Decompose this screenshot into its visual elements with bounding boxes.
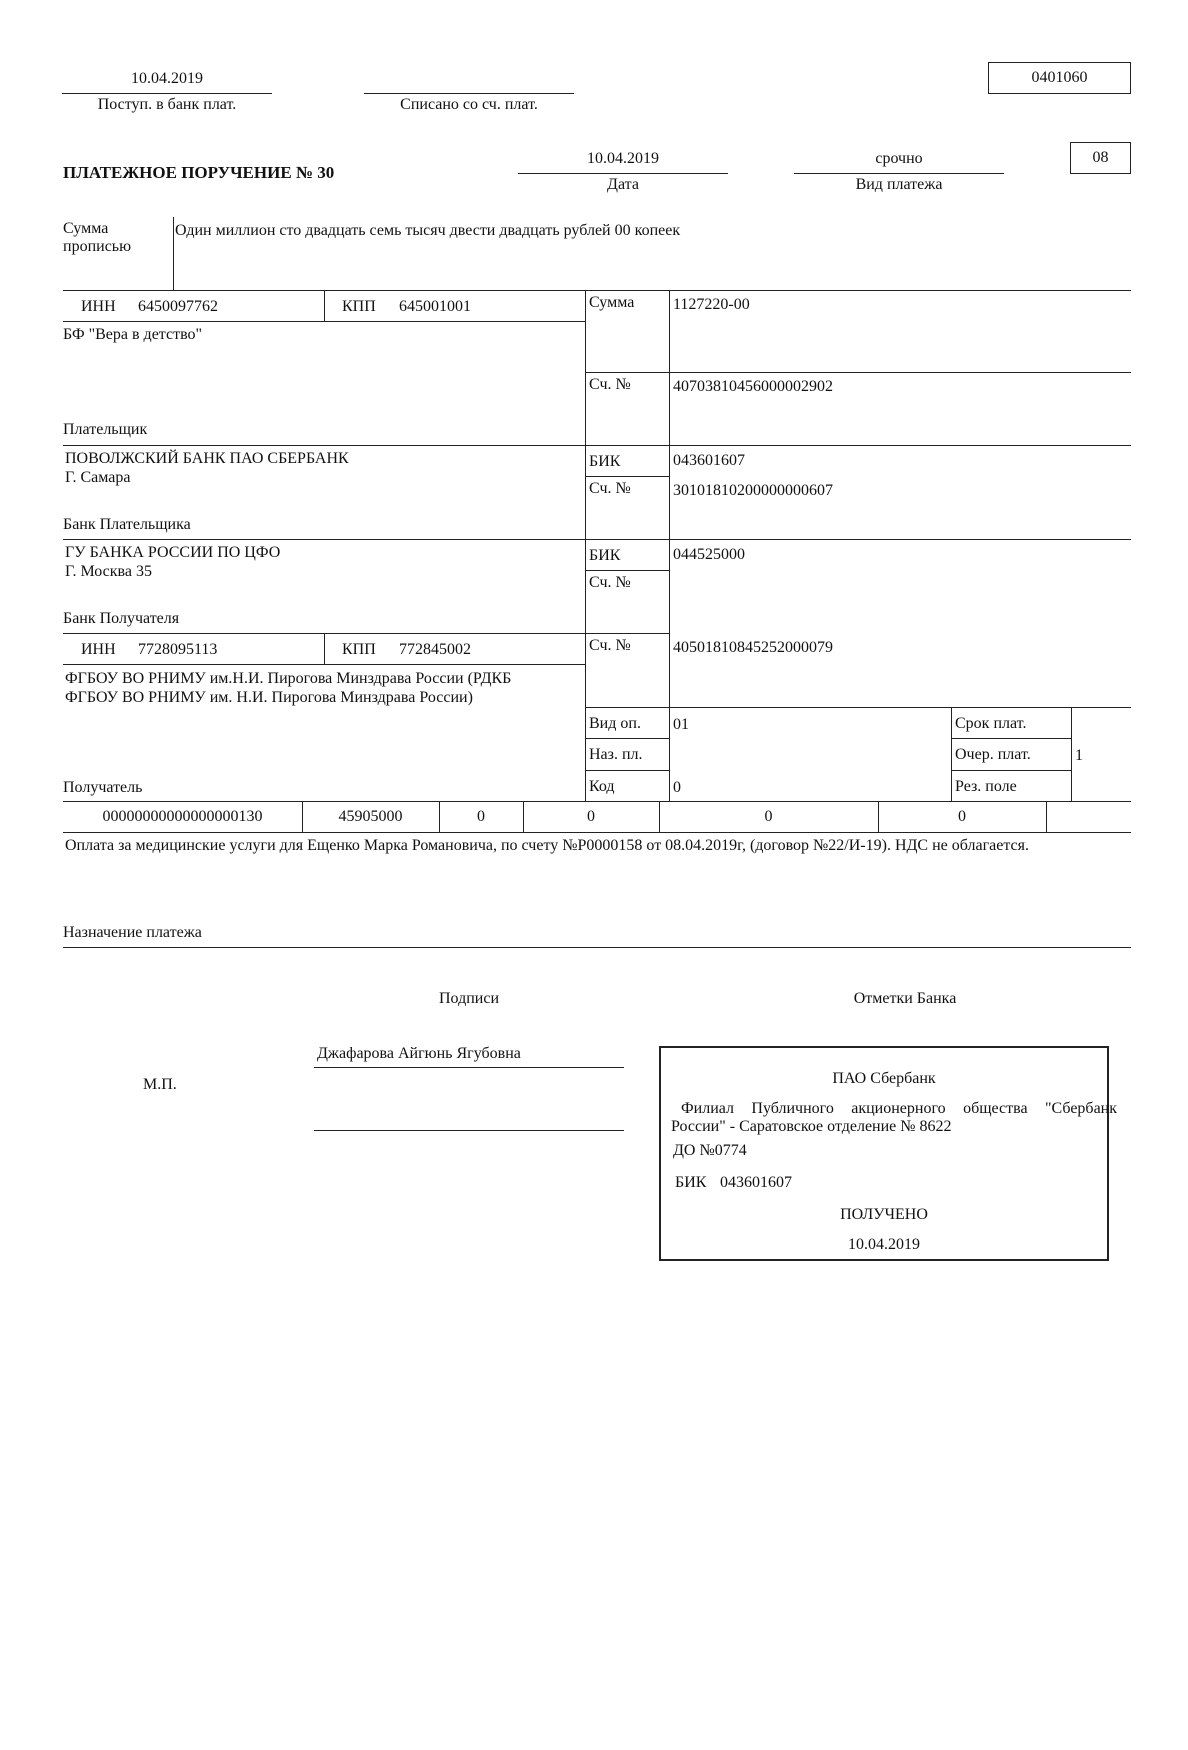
order-date-label: Дата (607, 176, 639, 193)
tax-oktmo: 45905000 (338, 808, 403, 825)
grid-line (63, 290, 1131, 291)
payee-bank-label: Банк Получателя (63, 610, 180, 627)
tax-period: 0 (587, 808, 595, 825)
payer-inn-label: ИНН (81, 298, 116, 315)
order-date: 10.04.2019 (587, 150, 659, 167)
payer-inn: 6450097762 (138, 298, 218, 315)
stamp-bik: 043601607 (720, 1174, 792, 1191)
payer-bank-city: Г. Самара (65, 469, 131, 486)
date-received-value: 10.04.2019 (131, 70, 203, 87)
form-code-box (988, 62, 1131, 94)
payer-kpp: 645001001 (399, 298, 471, 315)
form-code: 0401060 (1031, 69, 1088, 86)
payer-bank-bik-label: БИК (589, 453, 621, 470)
payee-bank-account-label: Сч. № (589, 574, 631, 591)
op-type-value: 01 (673, 716, 689, 733)
divider (173, 217, 174, 290)
grid-line (951, 707, 952, 801)
tax-doc-date: 0 (958, 808, 966, 825)
grid-line (585, 770, 669, 771)
grid-line (63, 832, 1131, 833)
payee-account: 40501810845252000079 (673, 639, 833, 656)
signer-name: Джафарова Айгюнь Ягубовна (317, 1045, 521, 1062)
grid-line (585, 707, 1131, 708)
payee-name-line1: ФГБОУ ВО РНИМУ им.Н.И. Пирогова Минздрава России (РДКБ (65, 670, 512, 687)
divider (364, 93, 574, 94)
payer-bank-bik: 043601607 (673, 452, 745, 469)
divider (518, 173, 728, 174)
payee-bank-name: ГУ БАНКА РОССИИ ПО ЦФО (65, 544, 281, 561)
grid-line (1071, 707, 1072, 801)
status-code: 08 (1092, 149, 1109, 166)
signature-line (314, 1067, 624, 1068)
stamp-bank-name: ПАО Сбербанк (832, 1070, 936, 1087)
stamp-status: ПОЛУЧЕНО (840, 1206, 928, 1223)
grid-line (63, 664, 585, 665)
page-title: ПЛАТЕЖНОЕ ПОРУЧЕНИЕ № 30 (63, 163, 335, 182)
amount-words-label: Сумма прописью (63, 220, 132, 255)
payee-account-label: Сч. № (589, 637, 631, 654)
bank-stamp (659, 1046, 1117, 1261)
reserved-label: Рез. поле (955, 778, 1017, 795)
payee-label: Получатель (63, 779, 143, 796)
grid-line (63, 321, 585, 322)
signatures-label: Подписи (438, 990, 500, 1007)
grid-line (63, 801, 1131, 802)
stamp-date: 10.04.2019 (848, 1236, 920, 1253)
payer-kpp-label: КПП (342, 298, 376, 315)
grid-line (324, 633, 325, 664)
grid-line (951, 738, 1072, 739)
payer-account-label: Сч. № (589, 376, 631, 393)
stamp-bik-label: БИК (675, 1174, 707, 1191)
stamp-office: ДО №0774 (673, 1142, 747, 1159)
purpose-label: Назначение платежа (63, 924, 202, 941)
grid-line (951, 770, 1072, 771)
status-code-box (1070, 142, 1131, 174)
payer-bank-label: Банк Плательщика (63, 516, 191, 533)
grid-line (585, 476, 669, 477)
code-label: Код (589, 778, 615, 795)
divider (794, 173, 1004, 174)
tax-kbk: 00000000000000000130 (102, 808, 263, 825)
payer-bank-account: 30101810200000000607 (673, 482, 833, 499)
signature-line (314, 1130, 624, 1131)
grid-line (585, 290, 586, 801)
payee-inn-label: ИНН (81, 641, 116, 658)
grid-line (669, 290, 670, 801)
stamp-place: М.П. (143, 1076, 177, 1093)
tax-basis: 0 (477, 808, 485, 825)
stamp-branch: Филиал Публичного акционерного общества "Сбербанк России" - Саратовское отделение № 8622 (671, 1100, 1117, 1135)
payment-type-label: Вид платежа (855, 176, 943, 193)
grid-line (585, 570, 669, 571)
grid-line (1046, 801, 1047, 832)
purpose-code-label: Наз. пл. (589, 746, 643, 763)
payee-kpp: 772845002 (399, 641, 471, 658)
grid-line (63, 445, 1131, 446)
payee-bank-bik: 044525000 (673, 546, 745, 563)
code-value: 0 (673, 779, 681, 796)
bank-marks-label: Отметки Банка (853, 990, 957, 1007)
sum-value: 1127220-00 (673, 296, 750, 313)
priority-value: 1 (1075, 747, 1083, 764)
grid-line (585, 633, 669, 634)
payer-bank-name: ПОВОЛЖСКИЙ БАНК ПАО СБЕРБАНК (65, 450, 349, 467)
payer-label: Плательщик (63, 421, 148, 438)
payer-name: БФ "Вера в детство" (63, 326, 203, 343)
divider (62, 93, 272, 94)
amount-words-value: Один миллион сто двадцать семь тысяч двести двадцать рублей 00 копеек (175, 222, 681, 239)
payment-type: срочно (875, 150, 923, 167)
payee-bank-city: Г. Москва 35 (65, 563, 152, 580)
payer-account: 40703810456000002902 (673, 378, 833, 395)
divider (63, 947, 1131, 948)
grid-line (585, 372, 1131, 373)
payee-kpp-label: КПП (342, 641, 376, 658)
date-received-label: Поступ. в банк плат. (97, 96, 237, 113)
debited-label: Списано со сч. плат. (400, 96, 538, 113)
grid-line (585, 738, 669, 739)
purpose-text: Оплата за медицинские услуги для Ещенко Марка Романовича, по счету №Р0000158 от 08.04.2019г, (договор №22/И-19). НДС не облагается. (65, 837, 1029, 854)
priority-label: Очер. плат. (955, 746, 1031, 763)
grid-line (324, 290, 325, 321)
payee-inn: 7728095113 (138, 641, 218, 658)
grid-line (63, 539, 1131, 540)
due-label: Срок плат. (955, 715, 1027, 732)
tax-doc-number: 0 (764, 808, 773, 825)
payer-bank-account-label: Сч. № (589, 480, 631, 497)
op-type-label: Вид оп. (589, 715, 641, 732)
payee-name-line2: ФГБОУ ВО РНИМУ им. Н.И. Пирогова Минздрава России) (65, 689, 473, 706)
sum-label: Сумма (589, 294, 635, 311)
payee-bank-bik-label: БИК (589, 547, 621, 564)
